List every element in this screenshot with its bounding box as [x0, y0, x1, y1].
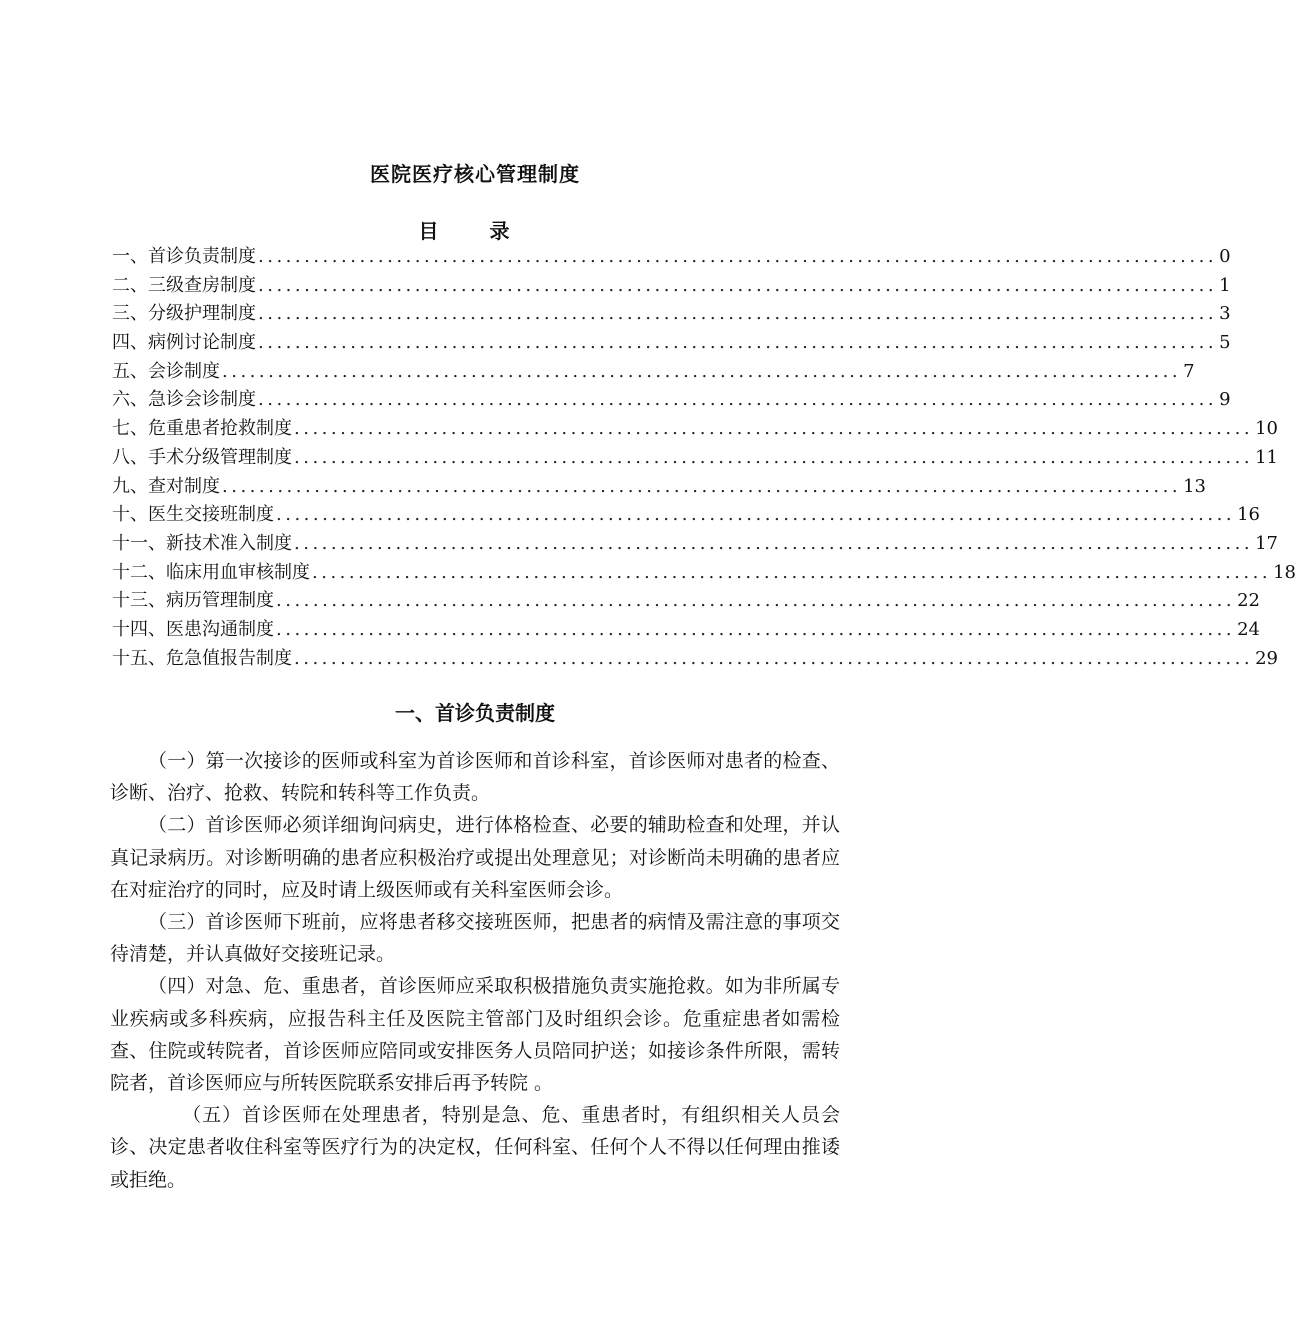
toc-dot-leader: ........................................................................................................ [294, 418, 1254, 440]
toc-entry-label: 十、医生交接班制度 [112, 504, 274, 526]
toc-dot-leader: ........................................................................................................ [294, 647, 1254, 669]
toc-entry-page: 16 [1237, 504, 1260, 526]
toc-entry[interactable] [112, 415, 1278, 444]
toc-entry-page: 13 [1183, 475, 1206, 497]
toc-entry-page: 5 [1219, 332, 1231, 354]
toc-entry-page: 17 [1255, 532, 1278, 554]
section-body [110, 745, 840, 1196]
toc-entry-page: 29 [1255, 647, 1278, 669]
toc-entry[interactable] [112, 329, 1231, 358]
toc-entry-page: 11 [1255, 446, 1278, 468]
toc-entry-label: 十一、新技术准入制度 [112, 532, 292, 554]
body-paragraph: （四）对急、危、重患者，首诊医师应采取积极措施负责实施抢救。如为非所属专业疾病或多科疾病，应报告科主任及医院主管部门及时组织会诊。危重症患者如需检查、住院或转院者，首诊医师应陪同或安排医务人员陪同护送；如接诊条件所限，需转院者，首诊医师应与所转医院联系安排后再予转院 。 [110, 975, 840, 1095]
toc-entry[interactable] [112, 530, 1278, 559]
toc-entry[interactable] [112, 272, 1231, 301]
body-paragraph: （三）首诊医师下班前，应将患者移交接班医师，把患者的病情及需注意的事项交待清楚，并认真做好交接班记录。 [110, 911, 840, 966]
toc-dot-leader: ........................................................................................................ [258, 274, 1218, 296]
toc-entry-label: 二、三级查房制度 [112, 274, 256, 296]
toc-dot-leader: ........................................................................................................ [258, 303, 1218, 325]
toc-entry[interactable] [112, 645, 1278, 674]
toc-entry-page: 24 [1237, 618, 1260, 640]
toc-dot-leader: ........................................................................................................ [222, 475, 1182, 497]
toc-entry-label: 十五、危急值报告制度 [112, 647, 292, 669]
toc-entry-label: 九、查对制度 [112, 475, 220, 497]
toc-dot-leader: ........................................................................................................ [222, 360, 1182, 382]
toc-dot-leader: ........................................................................................................ [276, 590, 1236, 612]
toc-dot-leader: ........................................................................................................ [258, 246, 1218, 267]
toc-dot-leader: ........................................................................................................ [258, 332, 1218, 354]
body-paragraph: （一）第一次接诊的医师或科室为首诊医师和首诊科室，首诊医师对患者的检查、诊断、治疗、抢救、转院和转科等工作负责。 [110, 750, 840, 805]
toc-entry-label: 十二、临床用血审核制度 [112, 561, 310, 583]
toc-entry-label: 十四、医患沟通制度 [112, 618, 274, 640]
body-paragraph: （五）首诊医师在处理患者，特别是急、危、重患者时，有组织相关人员会诊、决定患者收住科室等医疗行为的决定权，任何科室、任何个人不得以任何理由推诿或拒绝。 [110, 1104, 840, 1191]
toc-heading: 目 录 [418, 219, 532, 243]
toc-entry[interactable] [112, 300, 1231, 329]
toc-dot-leader: ........................................................................................................ [276, 618, 1236, 640]
toc-entry-page: 0 [1219, 246, 1231, 267]
toc-entry-label: 五、会诊制度 [112, 360, 220, 382]
toc-entry-page: 9 [1219, 389, 1231, 411]
toc-entry[interactable] [112, 559, 1296, 588]
toc-entry[interactable] [112, 444, 1278, 473]
body-paragraph: （二）首诊医师必须详细询问病史，进行体格检查、必要的辅助检查和处理，并认真记录病历。对诊断明确的患者应积极治疗或提出处理意见；对诊断尚未明确的患者应在对症治疗的同时，应及时请上级医师或有关科室医师会诊。 [110, 814, 840, 901]
toc-entry-page: 3 [1219, 303, 1231, 325]
toc-entry-label: 七、危重患者抢救制度 [112, 418, 292, 440]
toc-entry[interactable] [112, 243, 1231, 272]
toc-entry[interactable] [112, 386, 1231, 415]
toc-entry-label: 六、急诊会诊制度 [112, 389, 256, 411]
toc-dot-leader: ........................................................................................................ [312, 561, 1272, 583]
toc-entry-label: 十三、病历管理制度 [112, 590, 274, 612]
toc-entry-label: 一、首诊负责制度 [112, 246, 256, 267]
toc-entry-page: 22 [1237, 590, 1260, 612]
toc-entry-page: 7 [1183, 360, 1195, 382]
toc-entry-page: 1 [1219, 274, 1231, 296]
toc-dot-leader: ........................................................................................................ [294, 532, 1254, 554]
toc-entry[interactable] [112, 358, 1195, 387]
toc-entry-label: 八、手术分级管理制度 [112, 446, 292, 468]
toc-entry-page: 18 [1273, 561, 1296, 583]
toc-dot-leader: ........................................................................................................ [258, 389, 1218, 411]
toc-entry[interactable] [112, 616, 1260, 645]
toc-dot-leader: ........................................................................................................ [294, 446, 1254, 468]
document-title: 医院医疗核心管理制度 [370, 162, 580, 186]
toc-entry-page: 10 [1255, 418, 1278, 440]
toc-entry-label: 四、病例讨论制度 [112, 332, 256, 354]
toc-entry[interactable] [112, 473, 1206, 502]
section-heading: 一、首诊负责制度 [395, 701, 555, 725]
table-of-contents [112, 243, 1296, 673]
toc-entry-label: 三、分级护理制度 [112, 303, 256, 325]
toc-entry[interactable] [112, 587, 1260, 616]
toc-entry[interactable] [112, 501, 1260, 530]
toc-dot-leader: ........................................................................................................ [276, 504, 1236, 526]
